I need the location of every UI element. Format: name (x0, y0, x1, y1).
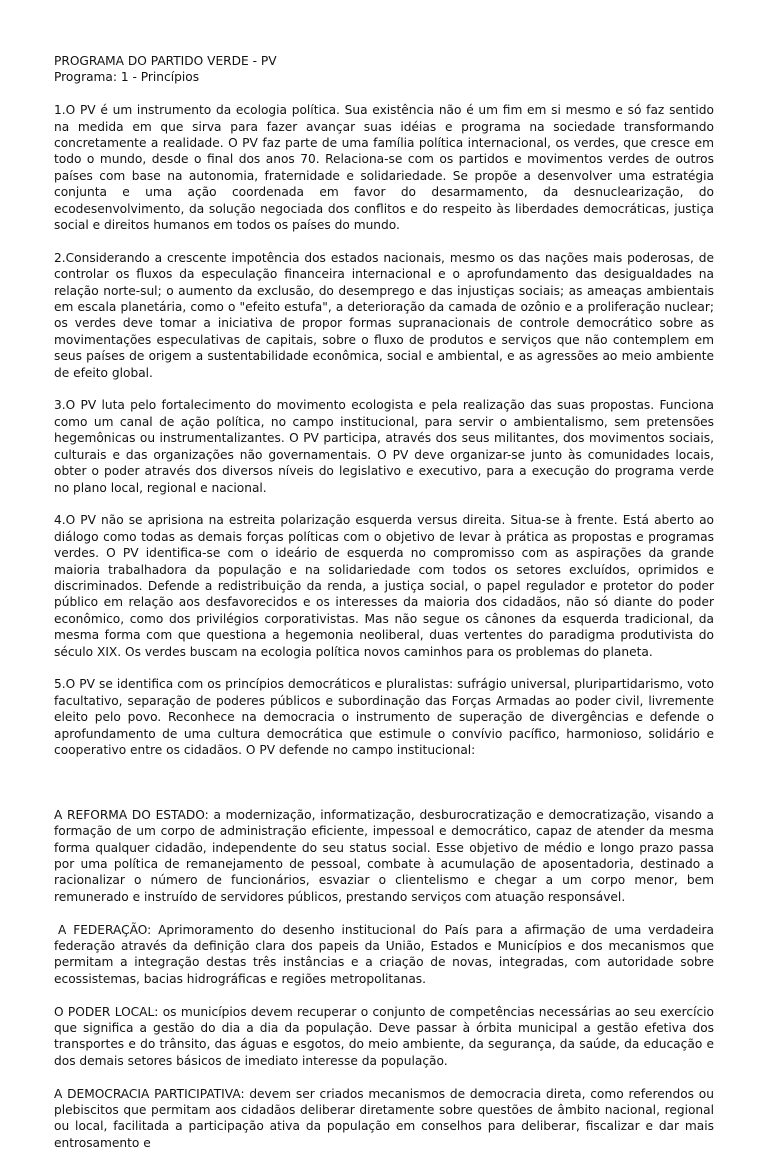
section-poder-local: O PODER LOCAL: os municípios devem recuperar o conjunto de competências necessárias ao seu exercício que significa a gestão do dia a dia da população. Deve passar à órbita municipal a gestão efetiva dos transportes e do trânsito, das águas e esgotos, do meio ambiente, da segurança, da saúde, da educação e dos demais setores básicos de imediato interesse da população. (54, 1004, 714, 1068)
section-federacao: A FEDERAÇÃO: Aprimoramento do desenho institucional do País para a afirmação de uma verdadeira federação através da definição clara dos papeis da União, Estados e Municípios e dos mecanismos que permitam a integração destas três instâncias e a criação de novas, integradas, com autoridade sobre ecossistemas, bacias hidrográficas e regiões metropolitanas. (54, 922, 714, 986)
paragraph-principle-3: 3.O PV luta pelo fortalecimento do movimento ecologista e pela realização das suas propostas. Funciona como um canal de ação política, no campo institucional, para servir o ambientalismo, sem pretensões hegemônicas ou instrumentalizantes. O PV participa, através dos seus militantes, dos movimentos sociais, culturais e das organizações não governamentais. O PV deve organizar-se junto às comunidades locais, obter o poder através dos diversos níveis do legislativo e executivo, para a execução do programa verde no plano local, regional e nacional. (54, 398, 714, 495)
document-page (54, 53, 714, 1168)
paragraph-principle-1: 1.O PV é um instrumento da ecologia política. Sua existência não é um fim em si mesmo e só faz sentido na medida em que sirva para fazer avançar suas idéias e programa na sociedade transformando concretamente a realidade. O PV faz parte de uma família política internacional, os verdes, que cresce em todo o mundo, desde o final dos anos 70. Relaciona-se com os partidos e movimentos verdes de outros países com base na autonomia, fraternidade e solidariedade. Se propõe a desenvolver uma estratégia conjunta e uma ação coordenada em favor do desarmamento, da desnuclearização, do ecodesenvolvimento, da solução negociada dos conflitos e do respeito às liberdades democráticas, justiça social e direitos humanos em todos os países do mundo. (54, 103, 714, 233)
paragraph-principle-5: 5.O PV se identifica com os princípios democráticos e pluralistas: sufrágio universal, pluripartidarismo, voto facultativo, separação de poderes públicos e subordinação das Forças Armadas ao poder civil, livremente eleito pelo povo. Reconhece na democracia o instrumento de superação de divergências e defende o aprofundamento de uma cultura democrática que estimule o convívio pacífico, harmonioso, solidário e cooperativo entre os cidadãos. O PV defende no campo institucional: (54, 677, 714, 757)
section-reforma-do-estado: A REFORMA DO ESTADO: a modernização, informatização, desburocratização e democratização, visando a formação de um corpo de administração eficiente, impessoal e democrático, capaz de atender da mesma forma qualquer cidadão, independente do seu status social. Esse objetivo de médio e longo prazo passa por uma política de remanejamento de pessoal, combate à acumulação de aposentadoria, destinado a racionalizar o número de funcionários, esvaziar o clientelismo e chegar a um corpo menor, bem remunerado e instruído de servidores públicos, prestando serviços com atuação responsável. (54, 807, 714, 904)
document-subtitle: Programa: 1 - Princípios (54, 70, 200, 85)
paragraph-principle-2: 2.Considerando a crescente impotência dos estados nacionais, mesmo os das nações mais poderosas, de controlar os fluxos da especulação financeira internacional e o aprofundamento das desigualdades na relação norte-sul; o aumento da exclusão, do desemprego e das injustiças sociais; as ameaças ambientais em escala planetária, como o "efeito estufa", a deterioração da camada de ozônio e a proliferação nuclear; os verdes deve tomar a iniciativa de propor formas supranacionais de controle democrático sobre as movimentações especulativas de capitais, sobre o fluxo de produtos e serviços que não contemplem em seus países de origem a sustentabilidade econômica, social e ambiental, e as agressões ao meio ambiente de efeito global. (54, 250, 714, 380)
spacer (54, 86, 714, 102)
spacer (54, 775, 714, 807)
section-democracia-participativa: A DEMOCRACIA PARTICIPATIVA: devem ser criados mecanismos de democracia direta, como referendos ou plebiscitos que permitam aos cidadãos deliberar diretamente sobre questões de âmbito nacional, regional ou local, facilitada a participação ativa da população em conselhos para deliberar, fiscalizar e dar mais entrosamento e (54, 1086, 714, 1150)
paragraph-principle-4: 4.O PV não se aprisiona na estreita polarização esquerda versus direita. Situa-se à frente. Está aberto ao diálogo como todas as demais forças políticas com o objetivo de levar à prática as propostas e programas verdes. O PV identifica-se com o ideário de esquerda no compromisso com as aspirações da grande maioria trabalhadora da população e na solidariedade com todos os setores excluídos, oprimidos e discriminados. Defende a redistribuição da renda, a justiça social, o papel regulador e protetor do poder público em relação aos desfavorecidos e os interesses da maioria dos cidadãos, não só diante do poder econômico, como dos privilégios corporativistas. Mas não segue os cânones da esquerda tradicional, da mesma forma com que questiona a hegemonia neoliberal, duas vertentes do paradigma produtivista do século XIX. Os verdes buscam na ecologia política novos caminhos para os problemas do planeta. (54, 513, 714, 659)
document-title: PROGRAMA DO PARTIDO VERDE - PV (54, 54, 277, 68)
